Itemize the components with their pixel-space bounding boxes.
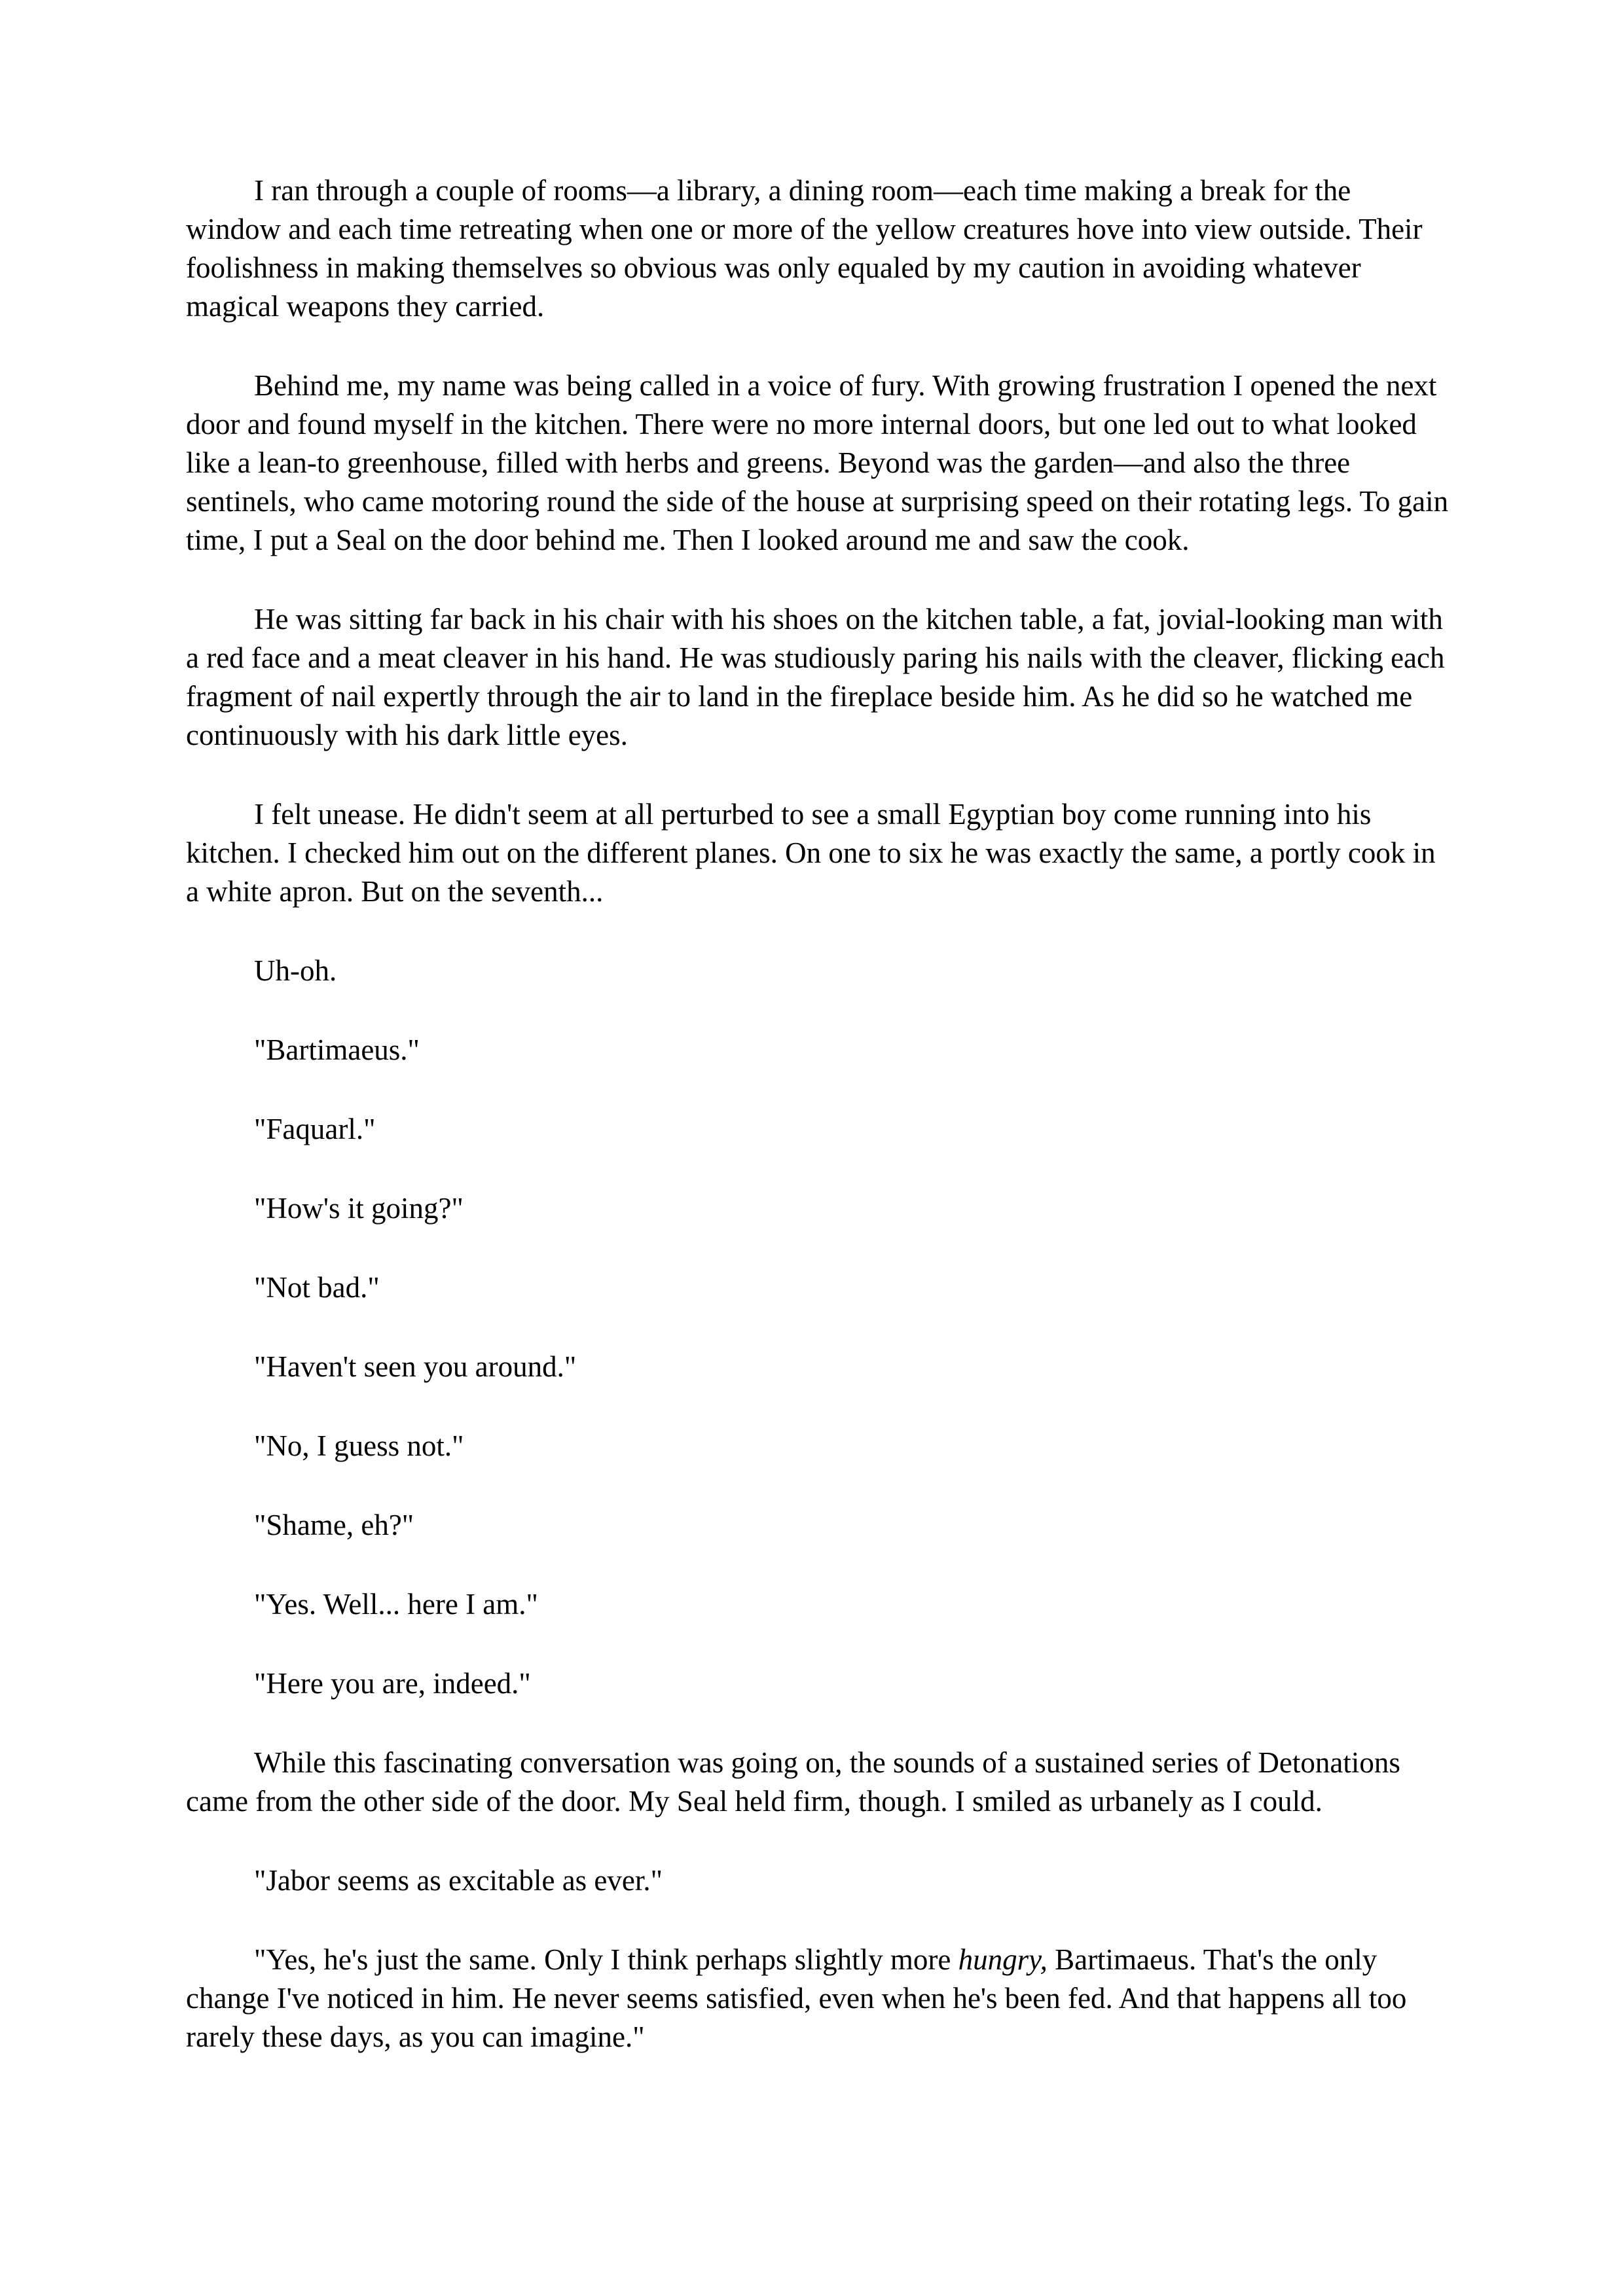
paragraph-16: "Jabor seems as excitable as ever." bbox=[254, 1864, 663, 1897]
paragraph-12: "Shame, eh?" bbox=[254, 1509, 414, 1541]
paragraph-13: "Yes. Well... here I am." bbox=[254, 1588, 538, 1621]
paragraph-17-text-after: Bartimaeus. That's the only change I've noticed in him. He never seems satisfied, even when he's been fed. And that happens all too rarely these days, as you can imagine." bbox=[186, 1943, 1414, 2053]
paragraph-17 bbox=[186, 1941, 1450, 2056]
paragraph-10: "Haven't seen you around." bbox=[254, 1350, 577, 1383]
paragraph-4: I felt unease. He didn't seem at all perturbed to see a small Egyptian boy come running into his kitchen. I checked him out on the different planes. On one to six he was exactly the same, a portly cook in a white apron. But on the seventh... bbox=[186, 798, 1443, 908]
paragraph-1: I ran through a couple of rooms—a library, a dining room—each time making a break for the window and each time retreating when one or more of the yellow creatures hove into view outside. Their foolishness in making themselves so obvious was only equaled by my caution in avoiding whatever magical weapons they carried. bbox=[186, 174, 1430, 323]
paragraph-9: "Not bad." bbox=[254, 1271, 380, 1304]
paragraph-17-text-before: "Yes, he's just the same. Only I think perhaps slightly more bbox=[254, 1943, 958, 1976]
paragraph-8: "How's it going?" bbox=[254, 1192, 464, 1225]
paragraph-14: "Here you are, indeed." bbox=[254, 1667, 531, 1700]
paragraph-11: "No, I guess not." bbox=[254, 1429, 464, 1462]
paragraph-3: He was sitting far back in his chair with his shoes on the kitchen table, a fat, jovial-looking man with a red face and a meat cleaver in his hand. He was studiously paring his nails with the cleaver, flicking each fragment of nail expertly through the air to land in the fireplace beside him. As he did so he watched me continuously with his dark little eyes. bbox=[186, 603, 1452, 751]
paragraph-15: While this fascinating conversation was going on, the sounds of a sustained series of Detonations came from the other side of the door. My Seal held firm, though. I smiled as urbanely as I could. bbox=[186, 1746, 1408, 1818]
paragraph-2: Behind me, my name was being called in a voice of fury. With growing frustration I opened the next door and found myself in the kitchen. There were no more internal doors, but one led out to what looked like a lean-to greenhouse, filled with herbs and greens. Beyond was the garden—and also the three sentinels, who came motoring round the side of the house at surprising speed on their rotating legs. To gain time, I put a Seal on the door behind me. Then I looked around me and saw the cook. bbox=[186, 369, 1456, 556]
document-page bbox=[186, 171, 1456, 2097]
paragraph-5: Uh-oh. bbox=[254, 954, 337, 987]
paragraph-7: "Faquarl." bbox=[254, 1113, 376, 1145]
paragraph-17-emphasis: hungry, bbox=[958, 1943, 1048, 1976]
paragraph-6: "Bartimaeus." bbox=[254, 1033, 420, 1066]
